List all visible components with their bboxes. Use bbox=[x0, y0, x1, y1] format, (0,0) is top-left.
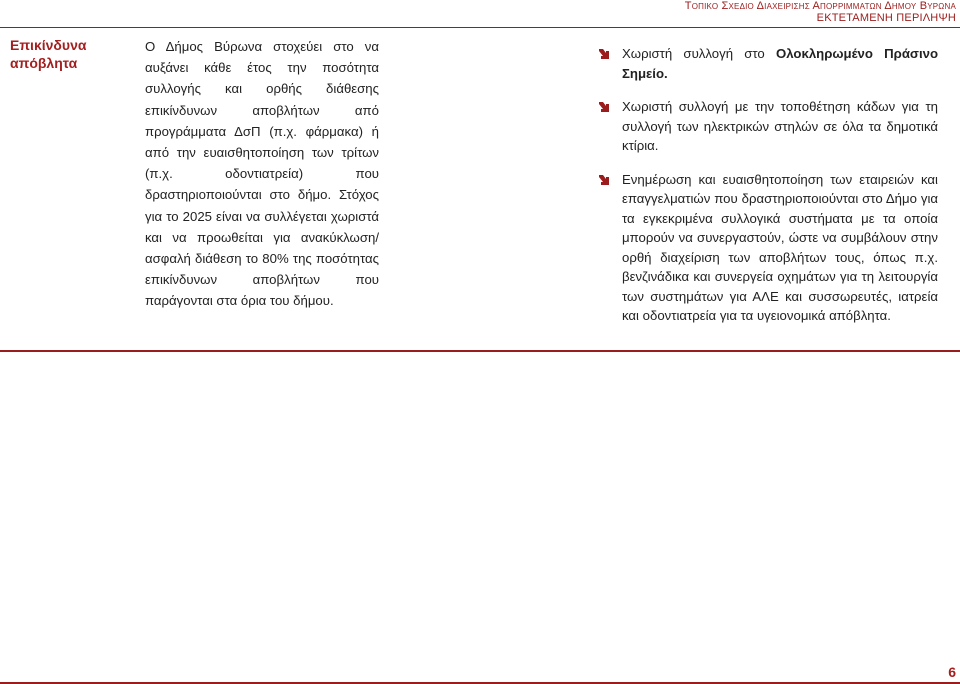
table-bottom-rule bbox=[0, 350, 960, 352]
header-title: Τοπικο Σχεδιο Διαχειρισης Απορριμματων Δημου Βυρωνα bbox=[684, 0, 956, 12]
header-rule bbox=[0, 27, 960, 28]
list-item bbox=[598, 44, 938, 83]
actions-list bbox=[598, 44, 938, 340]
list-item bbox=[598, 97, 938, 156]
arrow-bullet-icon bbox=[598, 174, 610, 186]
header-subtitle: ΕΚΤΕΤΑΜΕΝΗ ΠΕΡΙΛΗΨΗ bbox=[816, 12, 956, 24]
section-description: Ο Δήμος Βύρωνα στοχεύει στο να αυξάνει κάθε έτος την ποσότητα συλλογής και ορθής διάθεσης επικίνδυνων αποβλήτων από προγράμματα ΔσΠ (π.χ. φάρμακα) ή από την ευαισθητοποίηση των τρίτων (π.χ. οδοντιατρεία) που δραστηριοποιούνται στο δήμο. Στόχος για το 2025 είναι να συλλέγεται χωριστά και να προωθείται για ανακύκλωση/ ασφαλή διάθεση το 80% της ποσότητας επικίνδυνων αποβλήτων που παράγονται στα όρια του δήμου. bbox=[145, 39, 379, 309]
list-item-text: Χωριστή συλλογή στο bbox=[622, 46, 776, 61]
section-title: Επικίνδυνα απόβλητα bbox=[10, 37, 87, 71]
arrow-bullet-icon bbox=[598, 101, 610, 113]
arrow-bullet-icon bbox=[598, 48, 610, 60]
list-item-emphasis: Ολοκληρωμένο Πράσινο Σημείο. bbox=[622, 46, 939, 81]
page-number: 6 bbox=[948, 664, 956, 680]
list-item bbox=[598, 170, 938, 326]
running-header bbox=[396, 0, 956, 24]
list-item-text: Χωριστή συλλογή με την τοποθέτηση κάδων για τη συλλογή των ηλεκτρικών στηλών σε όλα τα δημοτικά κτίρια. bbox=[622, 99, 938, 153]
list-item-text: Ενημέρωση και ευαισθητοποίηση των εταιρειών και επαγγελματιών που δραστηριοποιούνται στο Δήμο για τα εγκεκριμένα συλλογικά συστήματα με τα οποία μπορούν να συνεργαστούν, ώστε να συμβάλουν στην ορθή διαχείριση των αποβλήτων τους, όπως π.χ. βενζινάδικα και συνεργεία οχημάτων για τη λειτουργία των συστημάτων για ΑΛΕ και συσσωρευτές, ιατρεία και οδοντιατρεία για τα υγειονομικά απόβλητα. bbox=[622, 171, 938, 323]
